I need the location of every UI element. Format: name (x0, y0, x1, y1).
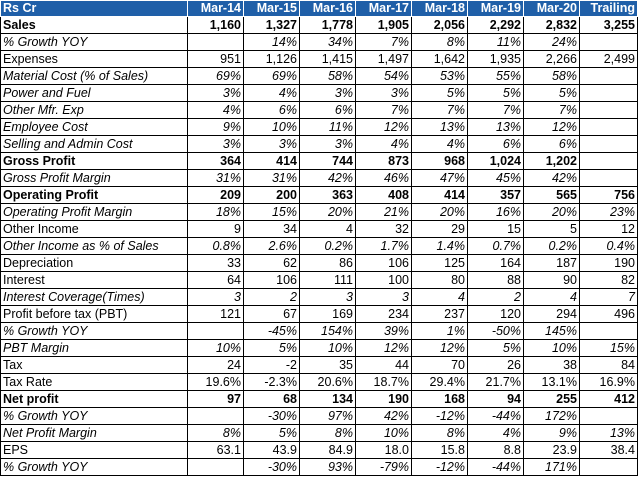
value-cell[interactable]: 5% (468, 340, 524, 357)
value-cell[interactable]: 15% (244, 204, 300, 221)
table-row (1, 425, 638, 442)
table-row (1, 272, 638, 289)
value-cell[interactable]: 6% (300, 102, 356, 119)
value-cell[interactable]: 2 (244, 289, 300, 306)
value-cell[interactable]: 97% (300, 408, 356, 425)
header-cell-mar-19[interactable]: Mar-19 (468, 1, 524, 17)
value-cell[interactable]: 3% (300, 136, 356, 153)
value-cell[interactable]: 58% (300, 68, 356, 85)
table-row (1, 85, 638, 102)
value-cell[interactable]: 2,292 (468, 17, 524, 34)
value-cell[interactable] (188, 34, 244, 51)
value-cell[interactable]: 4% (412, 136, 468, 153)
value-cell[interactable]: 168 (412, 391, 468, 408)
value-cell[interactable]: 4% (468, 425, 524, 442)
table-row (1, 102, 638, 119)
value-cell[interactable]: 5% (468, 85, 524, 102)
value-cell[interactable] (580, 102, 638, 119)
value-cell[interactable]: 1,202 (524, 153, 580, 170)
table-row (1, 136, 638, 153)
value-cell[interactable]: -12% (412, 408, 468, 425)
value-cell[interactable]: 2,056 (412, 17, 468, 34)
value-cell[interactable]: 46% (356, 170, 412, 187)
value-cell[interactable]: 31% (188, 170, 244, 187)
value-cell[interactable]: 29.4% (412, 374, 468, 391)
value-cell[interactable]: 0.4% (580, 238, 638, 255)
row-label[interactable]: Tax Rate (1, 374, 188, 391)
value-cell[interactable]: 53% (412, 68, 468, 85)
value-cell[interactable] (580, 34, 638, 51)
value-cell[interactable]: 6% (468, 136, 524, 153)
header-cell-mar-16[interactable]: Mar-16 (300, 1, 356, 17)
value-cell[interactable] (188, 408, 244, 425)
row-label[interactable]: Interest Coverage(Times) (1, 289, 188, 306)
value-cell[interactable]: 86 (300, 255, 356, 272)
header-cell-mar-18[interactable]: Mar-18 (412, 1, 468, 17)
value-cell[interactable]: 106 (356, 255, 412, 272)
value-cell[interactable]: 4% (188, 102, 244, 119)
row-label[interactable]: % Growth YOY (1, 459, 188, 476)
value-cell[interactable]: 84.9 (300, 442, 356, 459)
value-cell[interactable]: 24% (524, 34, 580, 51)
value-cell[interactable]: 18.0 (356, 442, 412, 459)
value-cell[interactable]: 8% (300, 425, 356, 442)
row-label[interactable]: Gross Profit Margin (1, 170, 188, 187)
row-label[interactable]: Selling and Admin Cost (1, 136, 188, 153)
value-cell[interactable]: 565 (524, 187, 580, 204)
row-label[interactable]: Sales (1, 17, 188, 34)
value-cell[interactable]: 209 (188, 187, 244, 204)
value-cell[interactable]: 408 (356, 187, 412, 204)
value-cell[interactable]: 1,935 (468, 51, 524, 68)
value-cell[interactable]: -50% (468, 323, 524, 340)
table-row (1, 221, 638, 238)
value-cell[interactable]: 2.6% (244, 238, 300, 255)
table-row (1, 238, 638, 255)
value-cell[interactable]: 4 (524, 289, 580, 306)
value-cell[interactable]: 968 (412, 153, 468, 170)
value-cell[interactable]: 42% (300, 170, 356, 187)
value-cell[interactable]: 1,905 (356, 17, 412, 34)
value-cell[interactable]: 20.6% (300, 374, 356, 391)
value-cell[interactable]: 58% (524, 68, 580, 85)
value-cell[interactable]: 7 (580, 289, 638, 306)
value-cell[interactable]: 744 (300, 153, 356, 170)
value-cell[interactable]: 15.8 (412, 442, 468, 459)
value-cell[interactable]: 9% (188, 119, 244, 136)
value-cell[interactable]: -12% (412, 459, 468, 476)
value-cell[interactable]: 106 (244, 272, 300, 289)
value-cell[interactable] (580, 170, 638, 187)
value-cell[interactable]: 68 (244, 391, 300, 408)
value-cell[interactable]: 8% (412, 425, 468, 442)
value-cell[interactable]: 9% (524, 425, 580, 442)
row-label[interactable]: Profit before tax (PBT) (1, 306, 188, 323)
value-cell[interactable]: 8% (188, 425, 244, 442)
value-cell[interactable]: 7% (412, 102, 468, 119)
value-cell[interactable]: -2.3% (244, 374, 300, 391)
value-cell[interactable]: 20% (300, 204, 356, 221)
value-cell[interactable]: 94 (468, 391, 524, 408)
value-cell[interactable]: 2,266 (524, 51, 580, 68)
value-cell[interactable]: 70 (412, 357, 468, 374)
value-cell[interactable]: 7% (356, 102, 412, 119)
table-row (1, 391, 638, 408)
value-cell[interactable]: 364 (188, 153, 244, 170)
value-cell[interactable]: 54% (356, 68, 412, 85)
table-row (1, 68, 638, 85)
value-cell[interactable]: 7% (524, 102, 580, 119)
header-cell-mar-17[interactable]: Mar-17 (356, 1, 412, 17)
value-cell[interactable]: 15 (468, 221, 524, 238)
value-cell[interactable]: 3% (356, 85, 412, 102)
header-cell-mar-20[interactable]: Mar-20 (524, 1, 580, 17)
value-cell[interactable]: 10% (188, 340, 244, 357)
value-cell[interactable]: 90 (524, 272, 580, 289)
value-cell[interactable]: 9 (188, 221, 244, 238)
value-cell[interactable]: 16.9% (580, 374, 638, 391)
value-cell[interactable]: 172% (524, 408, 580, 425)
value-cell[interactable]: 23.9 (524, 442, 580, 459)
value-cell[interactable]: 145% (524, 323, 580, 340)
value-cell[interactable]: 47% (412, 170, 468, 187)
value-cell[interactable]: 134 (300, 391, 356, 408)
value-cell[interactable]: 2 (468, 289, 524, 306)
value-cell[interactable]: 873 (356, 153, 412, 170)
value-cell[interactable]: -45% (244, 323, 300, 340)
value-cell[interactable]: 55% (468, 68, 524, 85)
value-cell[interactable]: 7% (468, 102, 524, 119)
value-cell[interactable]: 3,255 (580, 17, 638, 34)
row-label[interactable]: Power and Fuel (1, 85, 188, 102)
value-cell[interactable]: 69% (188, 68, 244, 85)
value-cell[interactable]: 125 (412, 255, 468, 272)
table-row (1, 170, 638, 187)
value-cell[interactable]: 200 (244, 187, 300, 204)
value-cell[interactable]: 1% (412, 323, 468, 340)
value-cell[interactable]: 21.7% (468, 374, 524, 391)
value-cell[interactable]: 756 (580, 187, 638, 204)
value-cell[interactable] (580, 68, 638, 85)
value-cell[interactable]: 3 (188, 289, 244, 306)
table-row (1, 408, 638, 425)
value-cell[interactable]: 0.7% (468, 238, 524, 255)
row-label[interactable]: Net Profit Margin (1, 425, 188, 442)
value-cell[interactable]: 26 (468, 357, 524, 374)
value-cell[interactable]: 97 (188, 391, 244, 408)
value-cell[interactable]: 24 (188, 357, 244, 374)
value-cell[interactable]: 4 (412, 289, 468, 306)
value-cell[interactable]: 93% (300, 459, 356, 476)
value-cell[interactable]: 12% (412, 340, 468, 357)
value-cell[interactable]: 164 (468, 255, 524, 272)
value-cell[interactable]: 12% (356, 340, 412, 357)
value-cell[interactable]: 20% (524, 204, 580, 221)
row-label[interactable]: EPS (1, 442, 188, 459)
value-cell[interactable]: 3 (300, 289, 356, 306)
value-cell[interactable]: 12 (580, 221, 638, 238)
row-label[interactable]: Operating Profit (1, 187, 188, 204)
row-label[interactable]: Gross Profit (1, 153, 188, 170)
table-row (1, 442, 638, 459)
value-cell[interactable]: 7% (356, 34, 412, 51)
value-cell[interactable]: 62 (244, 255, 300, 272)
table-row (1, 323, 638, 340)
value-cell[interactable]: 3% (244, 136, 300, 153)
value-cell[interactable]: 34 (244, 221, 300, 238)
value-cell[interactable]: 84 (580, 357, 638, 374)
value-cell[interactable]: 154% (300, 323, 356, 340)
value-cell[interactable] (580, 85, 638, 102)
value-cell[interactable]: 412 (580, 391, 638, 408)
value-cell[interactable]: -30% (244, 408, 300, 425)
row-label[interactable]: % Growth YOY (1, 323, 188, 340)
value-cell[interactable]: 951 (188, 51, 244, 68)
header-cell-mar-15[interactable]: Mar-15 (244, 1, 300, 17)
value-cell[interactable]: 10% (300, 340, 356, 357)
value-cell[interactable]: 1,497 (356, 51, 412, 68)
value-cell[interactable]: 3% (188, 136, 244, 153)
value-cell[interactable]: 13% (580, 425, 638, 442)
value-cell[interactable]: 0.2% (524, 238, 580, 255)
value-cell[interactable]: 5% (412, 85, 468, 102)
value-cell[interactable]: 45% (468, 170, 524, 187)
value-cell[interactable]: 190 (356, 391, 412, 408)
value-cell[interactable]: 20% (412, 204, 468, 221)
value-cell[interactable]: 1,024 (468, 153, 524, 170)
value-cell[interactable]: 1.7% (356, 238, 412, 255)
value-cell[interactable]: 2,499 (580, 51, 638, 68)
header-cell-trailing[interactable]: Trailing (580, 1, 638, 17)
value-cell[interactable]: 1,160 (188, 17, 244, 34)
value-cell[interactable] (580, 136, 638, 153)
value-cell[interactable]: 13% (412, 119, 468, 136)
header-cell-mar-14[interactable]: Mar-14 (188, 1, 244, 17)
value-cell[interactable]: 10% (244, 119, 300, 136)
value-cell[interactable]: 234 (356, 306, 412, 323)
value-cell[interactable] (580, 153, 638, 170)
value-cell[interactable]: 1,327 (244, 17, 300, 34)
value-cell[interactable]: 33 (188, 255, 244, 272)
value-cell[interactable]: 13.1% (524, 374, 580, 391)
row-label[interactable]: Other Mfr. Exp (1, 102, 188, 119)
row-label[interactable]: Other Income as % of Sales (1, 238, 188, 255)
table-row (1, 374, 638, 391)
value-cell[interactable]: 6% (244, 102, 300, 119)
table-row (1, 289, 638, 306)
value-cell[interactable]: 414 (244, 153, 300, 170)
value-cell[interactable]: 5% (524, 85, 580, 102)
value-cell[interactable]: 29 (412, 221, 468, 238)
value-cell[interactable]: 3% (188, 85, 244, 102)
value-cell[interactable] (580, 119, 638, 136)
row-label[interactable]: % Growth YOY (1, 34, 188, 51)
value-cell[interactable]: 34% (300, 34, 356, 51)
value-cell[interactable]: 4% (356, 136, 412, 153)
value-cell[interactable]: 23% (580, 204, 638, 221)
value-cell[interactable]: 19.6% (188, 374, 244, 391)
header-row (1, 1, 638, 17)
value-cell[interactable]: 38 (524, 357, 580, 374)
value-cell[interactable] (580, 408, 638, 425)
value-cell[interactable]: 64 (188, 272, 244, 289)
row-label[interactable]: Interest (1, 272, 188, 289)
value-cell[interactable]: 10% (356, 425, 412, 442)
value-cell[interactable]: 4 (300, 221, 356, 238)
value-cell[interactable]: 44 (356, 357, 412, 374)
value-cell[interactable]: -79% (356, 459, 412, 476)
value-cell[interactable]: 14% (244, 34, 300, 51)
value-cell[interactable]: 190 (580, 255, 638, 272)
value-cell[interactable]: 8% (412, 34, 468, 51)
table-body (1, 17, 638, 476)
table-row (1, 119, 638, 136)
value-cell[interactable]: 414 (412, 187, 468, 204)
value-cell[interactable] (188, 459, 244, 476)
value-cell[interactable] (580, 323, 638, 340)
value-cell[interactable]: 2,832 (524, 17, 580, 34)
table-row (1, 357, 638, 374)
value-cell[interactable]: 0.2% (300, 238, 356, 255)
value-cell[interactable]: 42% (356, 408, 412, 425)
header-cell-rs-cr[interactable]: Rs Cr (1, 1, 188, 17)
row-label[interactable]: Operating Profit Margin (1, 204, 188, 221)
value-cell[interactable]: 1,126 (244, 51, 300, 68)
value-cell[interactable]: 12% (356, 119, 412, 136)
row-label[interactable]: Expenses (1, 51, 188, 68)
row-label[interactable]: Net profit (1, 391, 188, 408)
table-row (1, 255, 638, 272)
value-cell[interactable]: 496 (580, 306, 638, 323)
value-cell[interactable]: 357 (468, 187, 524, 204)
value-cell[interactable]: 100 (356, 272, 412, 289)
table-row (1, 17, 638, 34)
row-label[interactable]: Employee Cost (1, 119, 188, 136)
value-cell[interactable]: 120 (468, 306, 524, 323)
table-row (1, 34, 638, 51)
value-cell[interactable]: 32 (356, 221, 412, 238)
value-cell[interactable]: 6% (524, 136, 580, 153)
value-cell[interactable]: 63.1 (188, 442, 244, 459)
value-cell[interactable]: 35 (300, 357, 356, 374)
table-row (1, 51, 638, 68)
value-cell[interactable]: 88 (468, 272, 524, 289)
value-cell[interactable]: 363 (300, 187, 356, 204)
value-cell[interactable]: 1.4% (412, 238, 468, 255)
value-cell[interactable]: 5% (244, 425, 300, 442)
value-cell[interactable]: 0.8% (188, 238, 244, 255)
table-row (1, 306, 638, 323)
row-label[interactable]: Other Income (1, 221, 188, 238)
row-label[interactable]: PBT Margin (1, 340, 188, 357)
value-cell[interactable]: 13% (468, 119, 524, 136)
value-cell[interactable]: 1,415 (300, 51, 356, 68)
value-cell[interactable]: 5 (524, 221, 580, 238)
value-cell[interactable]: -30% (244, 459, 300, 476)
row-label[interactable]: Tax (1, 357, 188, 374)
table-row (1, 459, 638, 476)
value-cell[interactable]: 31% (244, 170, 300, 187)
value-cell[interactable]: 4% (244, 85, 300, 102)
value-cell[interactable]: 1,642 (412, 51, 468, 68)
value-cell[interactable]: -44% (468, 408, 524, 425)
value-cell[interactable]: 11% (468, 34, 524, 51)
value-cell[interactable]: 38.4 (580, 442, 638, 459)
value-cell[interactable]: 121 (188, 306, 244, 323)
value-cell[interactable]: 82 (580, 272, 638, 289)
value-cell[interactable]: 3 (356, 289, 412, 306)
table-row (1, 204, 638, 221)
value-cell[interactable]: 294 (524, 306, 580, 323)
value-cell[interactable]: -44% (468, 459, 524, 476)
row-label[interactable]: Material Cost (% of Sales) (1, 68, 188, 85)
value-cell[interactable]: 39% (356, 323, 412, 340)
value-cell[interactable]: 1,778 (300, 17, 356, 34)
value-cell[interactable] (188, 323, 244, 340)
row-label[interactable]: % Growth YOY (1, 408, 188, 425)
value-cell[interactable]: 15% (580, 340, 638, 357)
value-cell[interactable]: 171% (524, 459, 580, 476)
value-cell[interactable]: 69% (244, 68, 300, 85)
table-row (1, 153, 638, 170)
value-cell[interactable]: 67 (244, 306, 300, 323)
value-cell[interactable]: 111 (300, 272, 356, 289)
value-cell[interactable]: 16% (468, 204, 524, 221)
value-cell[interactable] (580, 459, 638, 476)
table-row (1, 187, 638, 204)
value-cell[interactable]: -2 (244, 357, 300, 374)
value-cell[interactable]: 42% (524, 170, 580, 187)
value-cell[interactable]: 12% (524, 119, 580, 136)
value-cell[interactable]: 3% (300, 85, 356, 102)
value-cell[interactable]: 8.8 (468, 442, 524, 459)
value-cell[interactable]: 11% (300, 119, 356, 136)
value-cell[interactable]: 5% (244, 340, 300, 357)
value-cell[interactable]: 187 (524, 255, 580, 272)
value-cell[interactable]: 21% (356, 204, 412, 221)
value-cell[interactable]: 255 (524, 391, 580, 408)
value-cell[interactable]: 237 (412, 306, 468, 323)
value-cell[interactable]: 18.7% (356, 374, 412, 391)
value-cell[interactable]: 43.9 (244, 442, 300, 459)
table-row (1, 340, 638, 357)
row-label[interactable]: Depreciation (1, 255, 188, 272)
value-cell[interactable]: 18% (188, 204, 244, 221)
value-cell[interactable]: 80 (412, 272, 468, 289)
value-cell[interactable]: 10% (524, 340, 580, 357)
value-cell[interactable]: 169 (300, 306, 356, 323)
